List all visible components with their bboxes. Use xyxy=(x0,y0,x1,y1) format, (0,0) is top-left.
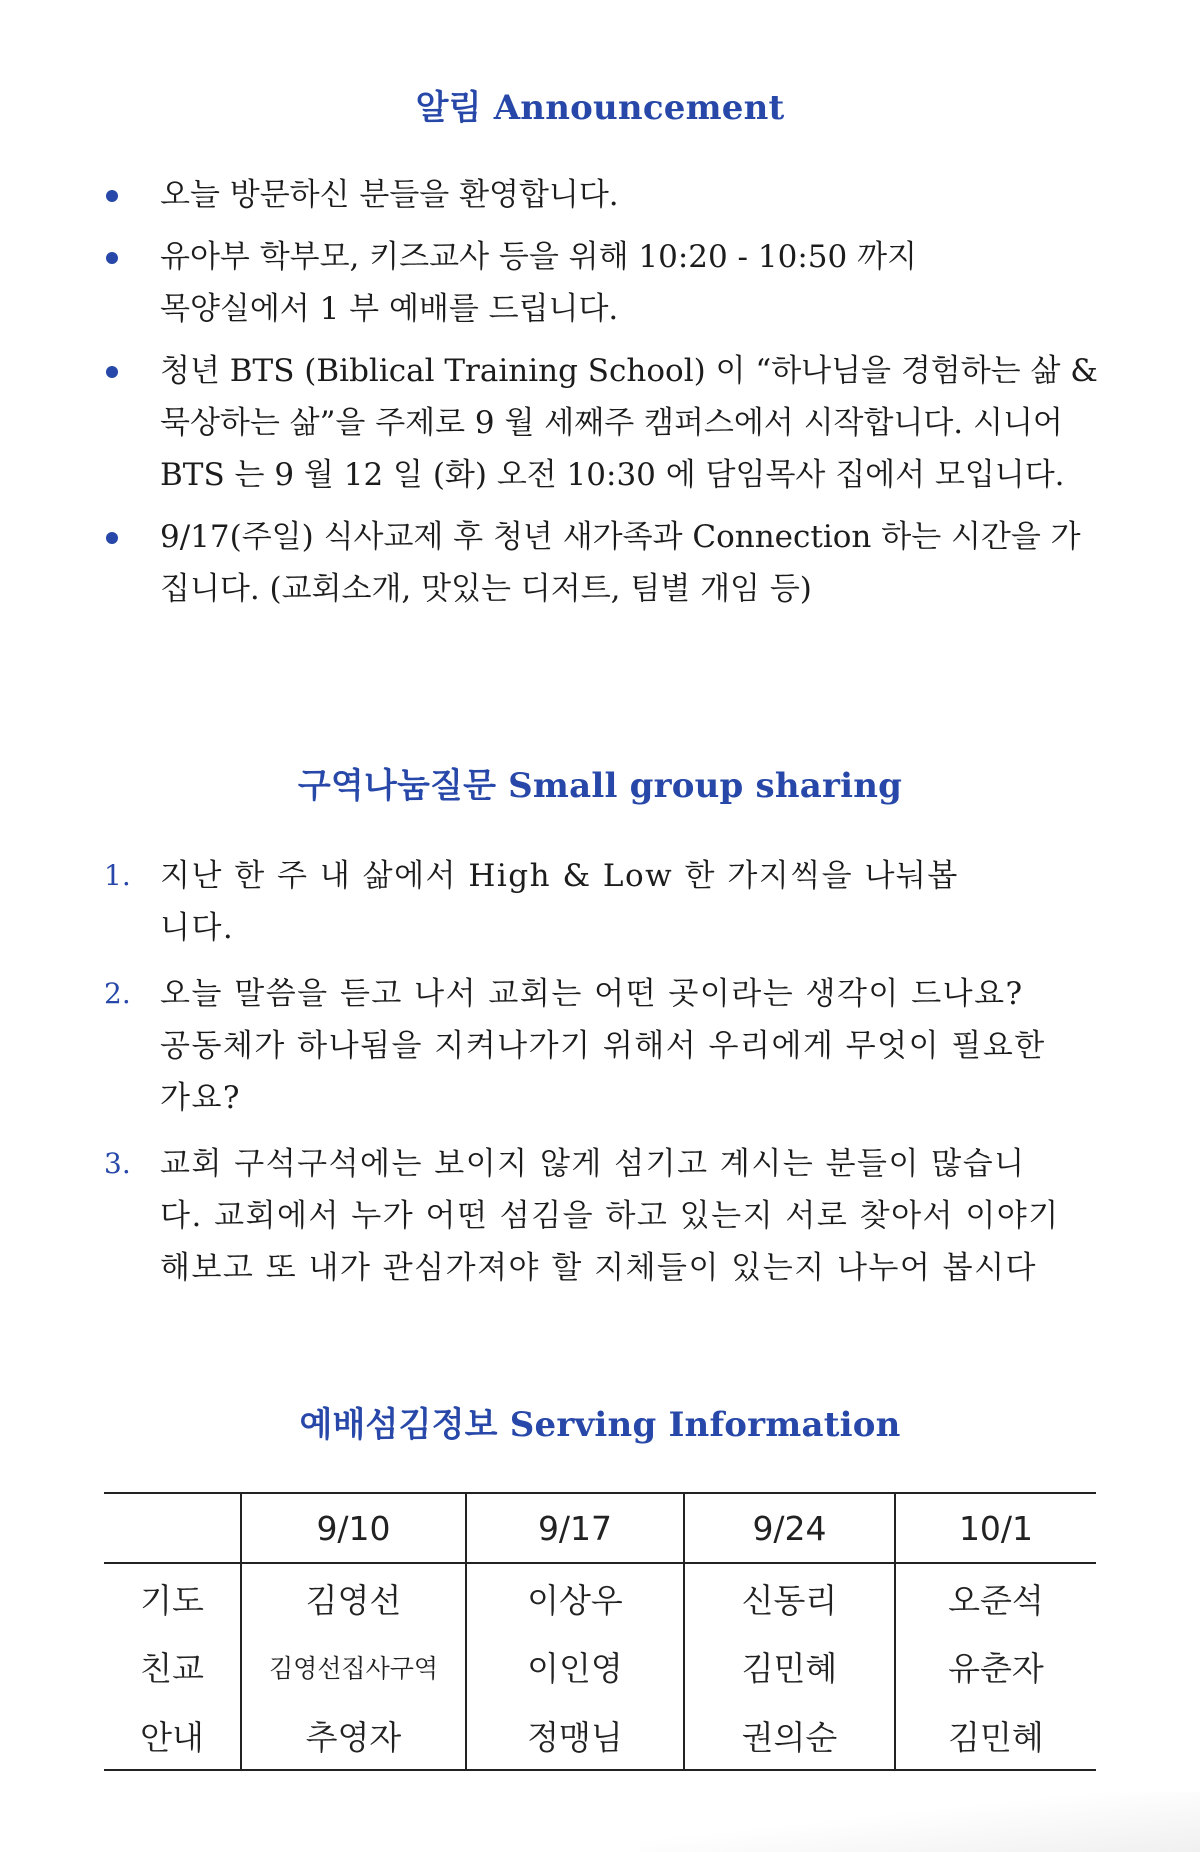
announcement-title: 알림 Announcement xyxy=(415,88,785,128)
announcement-item: 청년 BTS (Biblical Training School) 이 “하나님을 경험하는 삶 & 묵상하는 삶”을 주제로 9 월 세째주 캠퍼스에서 시작합니다. 시니어 BTS 는 9 월 12 일 (화) 오전 10:30 에 담임목사 집에서 모입니다. xyxy=(104,345,1104,501)
serving-role: 기도 xyxy=(140,1580,204,1620)
serving-corner-cell xyxy=(104,1493,241,1563)
serving-name: 오준석 xyxy=(895,1563,1096,1632)
serving-name: 신동리 xyxy=(684,1563,895,1632)
question-item xyxy=(104,1138,1104,1294)
question-number: 2. xyxy=(104,977,131,1010)
serving-name: 권의순 xyxy=(684,1701,895,1770)
serving-name: 유춘자 xyxy=(895,1632,1096,1701)
announcement-item: 9/17(주일) 식사교제 후 청년 새가족과 Connection 하는 시간을 가집니다. (교회소개, 맛있는 디저트, 팀별 개임 등) xyxy=(104,511,1104,615)
serving-row xyxy=(104,1632,1096,1701)
serving-date-header: 9/10 xyxy=(241,1493,466,1563)
bullet-dot-icon xyxy=(106,190,118,202)
question-item xyxy=(104,850,1104,954)
announcement-list xyxy=(104,169,1104,625)
serving-name: 이인영 xyxy=(466,1632,684,1701)
serving-date-header: 9/24 xyxy=(684,1493,895,1563)
bullet-dot-icon xyxy=(106,252,118,264)
serving-date-header: 10/1 xyxy=(895,1493,1096,1563)
serving-name: 김민혜 xyxy=(684,1632,895,1701)
serving-name: 추영자 xyxy=(241,1701,466,1770)
serving-name: 김영선 xyxy=(241,1563,466,1632)
serving-name: 김영선집사구역 xyxy=(241,1632,466,1701)
question-number: 1. xyxy=(104,859,131,892)
question-text: 교회 구석구석에는 보이지 않게 섬기고 계시는 분들이 많습니다. 교회에서 누가 어떤 섬김을 하고 있는지 서로 찾아서 이야기 해보고 또 내가 관심가져야 할 지체들이 있는지 나누어 봅시다 xyxy=(160,1146,1060,1286)
page-curl-shadow xyxy=(640,1792,1200,1852)
announcement-item: 오늘 방문하신 분들을 환영합니다. xyxy=(104,169,1104,221)
small-group-list xyxy=(104,850,1104,1308)
question-text: 오늘 말씀을 듣고 나서 교회는 어떤 곳이라는 생각이 드나요? 공동체가 하나됨을 지켜나가기 위해서 우리에게 무엇이 필요한가요? xyxy=(160,976,1046,1116)
serving-row xyxy=(104,1701,1096,1770)
announcement-item: 유아부 학부모, 키즈교사 등을 위해 10:20 - 10:50 까지 목양실에서 1 부 예배를 드립니다. xyxy=(104,231,1104,335)
serving-role: 안내 xyxy=(104,1701,241,1770)
bullet-dot-icon xyxy=(106,366,118,378)
question-item xyxy=(104,968,1104,1124)
question-number: 3. xyxy=(104,1147,131,1180)
serving-name: 정맹님 xyxy=(466,1701,684,1770)
serving-title: 예배섬김정보 Serving Information xyxy=(299,1405,901,1445)
serving-row xyxy=(104,1563,1096,1632)
serving-role: 친교 xyxy=(140,1649,204,1688)
serving-table xyxy=(104,1492,1096,1771)
serving-date-header: 9/17 xyxy=(466,1493,684,1563)
question-text: 지난 한 주 내 삶에서 High & Low 한 가지씩을 나눠봅니다. xyxy=(160,858,959,946)
bullet-dot-icon xyxy=(106,532,118,544)
serving-header-row xyxy=(104,1493,1096,1563)
serving-name: 김민혜 xyxy=(895,1701,1096,1770)
serving-name: 이상우 xyxy=(466,1563,684,1632)
small-group-title: 구역나눔질문 Small group sharing xyxy=(297,766,903,806)
